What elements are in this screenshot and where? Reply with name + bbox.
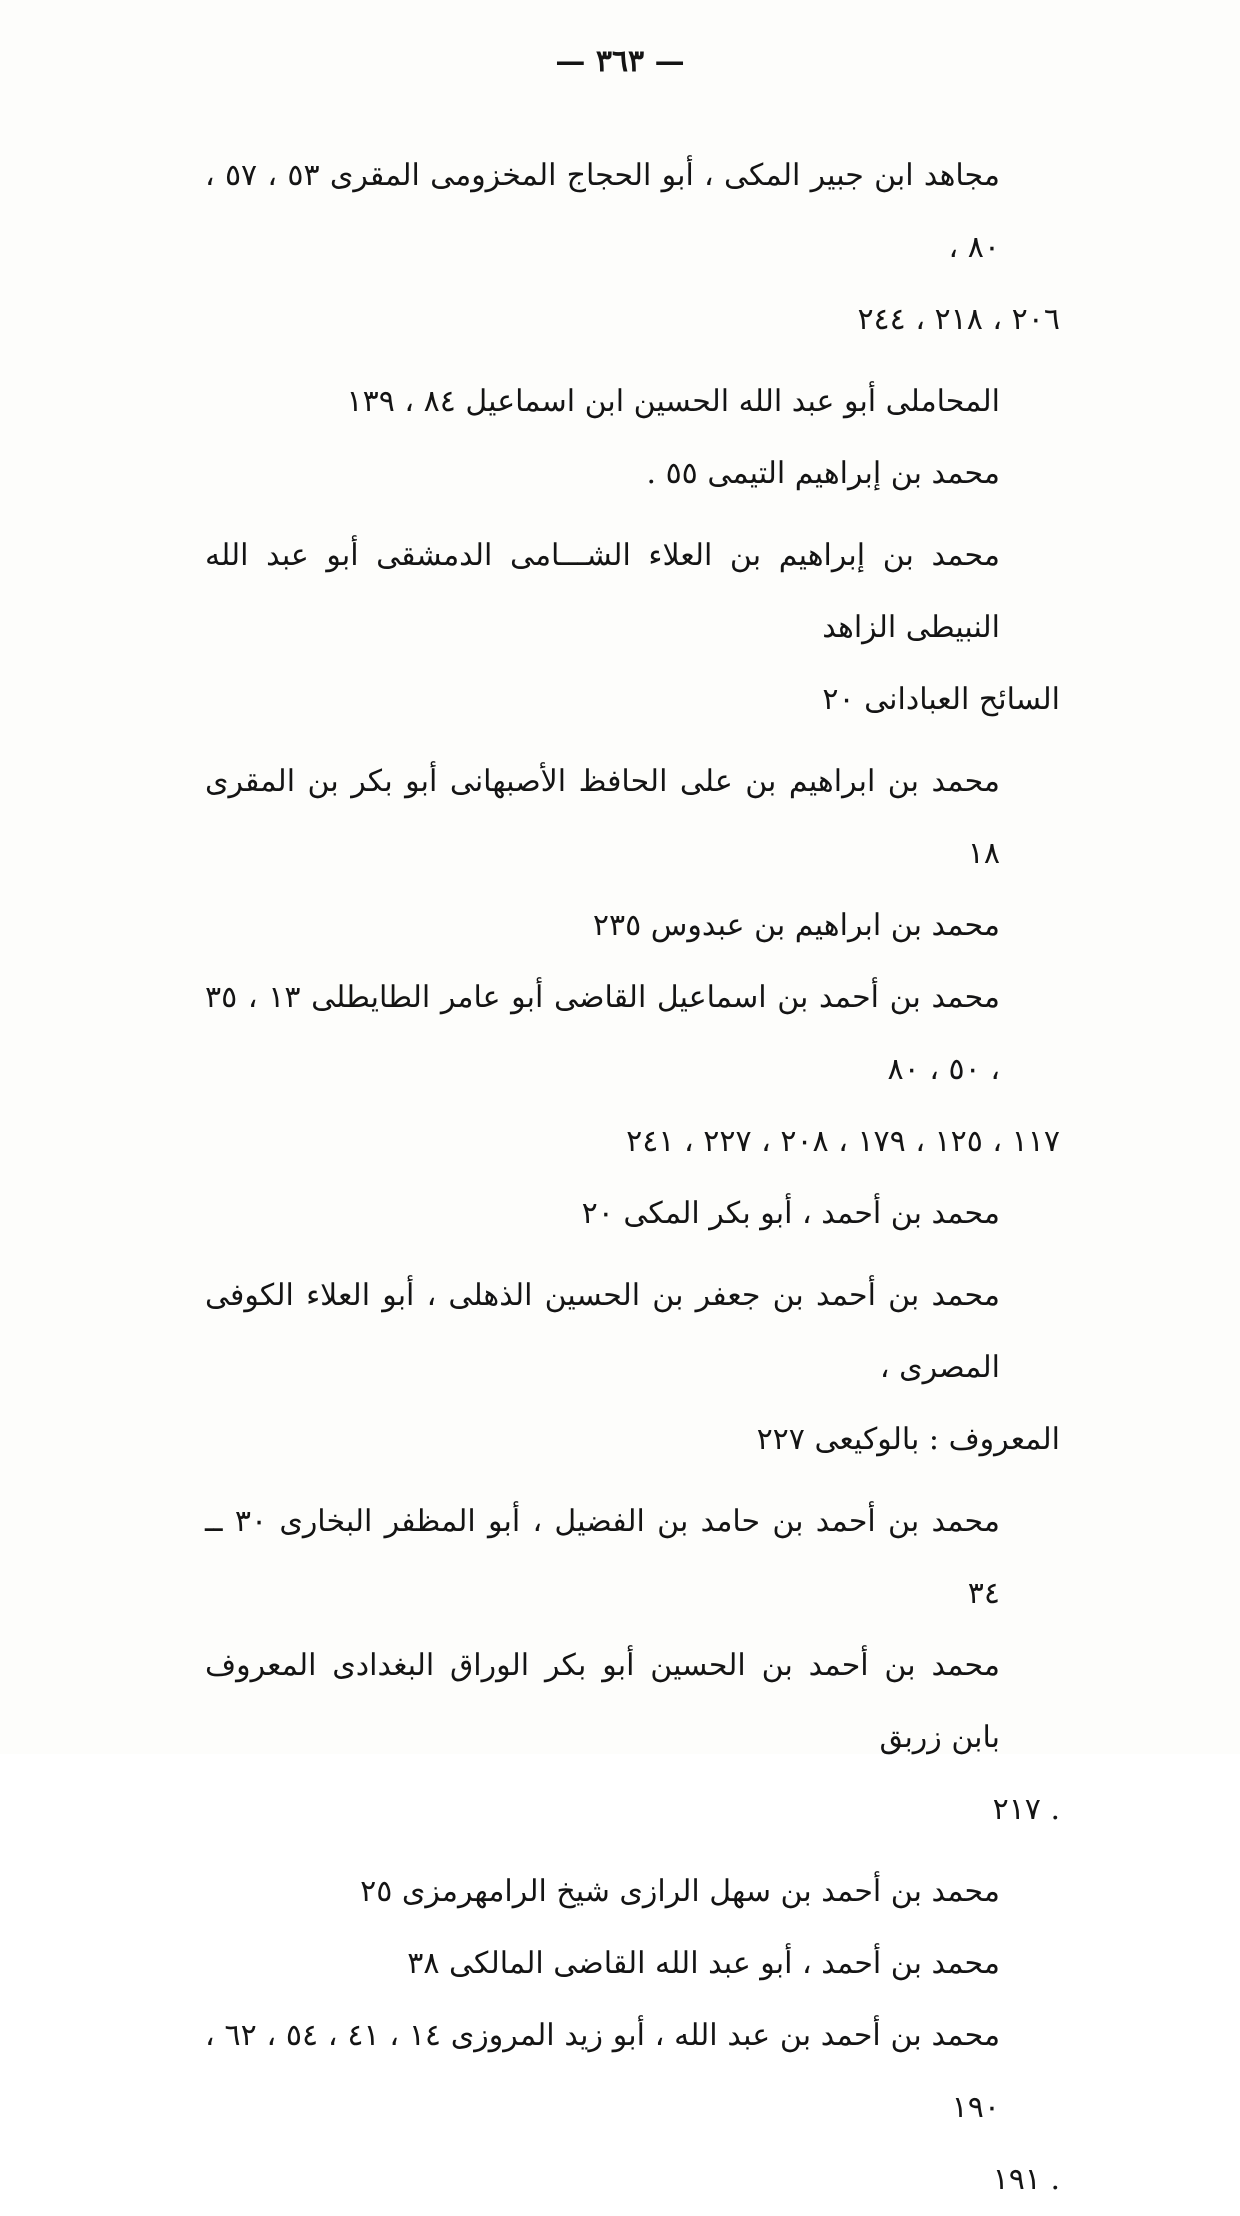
index-entry — [205, 438, 1060, 510]
entry-continuation: المعروف : بالوكيعى ٢٢٧ — [756, 1422, 1060, 1457]
entry-continuation: . ١٩١ — [992, 2162, 1060, 2197]
index-entry — [205, 1486, 1060, 1630]
index-entry — [205, 1260, 1060, 1476]
index-entry — [205, 890, 1060, 962]
index-entry — [205, 962, 1060, 1178]
entry-line: محمد بن أحمد بن حامد بن الفضيل ، أبو المظفر البخارى ٣٠ ــ ٣٤ — [205, 1504, 1000, 1611]
entry-continuation: . ٢١٧ — [992, 1792, 1060, 1827]
entry-line: المحاملى أبو عبد الله الحسين ابن اسماعيل ٨٤ ، ١٣٩ — [346, 384, 1000, 419]
entry-line: محمد بن أحمد بن جعفر بن الحسين الذهلى ، أبو العلاء الكوفى المصرى ، — [205, 1278, 1000, 1385]
entry-line: محمد بن أحمد بن اسماعيل القاضى أبو عامر الطايطلى ١٣ ، ٣٥ ، ٥٠ ، ٨٠ — [205, 980, 1000, 1087]
index-entries — [205, 140, 1060, 2216]
entry-continuation: السائح العبادانى ٢٠ — [822, 682, 1060, 717]
index-entry — [205, 140, 1060, 356]
index-entry — [205, 1856, 1060, 1928]
index-entry — [205, 1928, 1060, 2000]
entry-line: محمد بن أحمد ، أبو بكر المكى ٢٠ — [581, 1196, 1000, 1231]
entry-line: محمد بن إبراهيم التيمى ٥٥ . — [646, 456, 1000, 491]
entry-line: مجاهد ابن جبير المكى ، أبو الحجاج المخزومى المقرى ٥٣ ، ٥٧ ، ٨٠ ، — [205, 158, 1000, 265]
entry-line: محمد بن أحمد بن سهل الرازى شيخ الرامهرمزى ٢٥ — [360, 1874, 1000, 1909]
entry-continuation: ٢٠٦ ، ٢١٨ ، ٢٤٤ — [857, 302, 1060, 337]
entry-line: محمد بن أحمد ، أبو عبد الله القاضى المالكى ٣٨ — [407, 1946, 1000, 1981]
index-entry — [205, 366, 1060, 438]
entry-line: محمد بن ابراهيم بن على الحافظ الأصبهانى أبو بكر بن المقرى ١٨ — [205, 764, 1000, 871]
entry-continuation: ١١٧ ، ١٢٥ ، ١٧٩ ، ٢٠٨ ، ٢٢٧ ، ٢٤١ — [626, 1124, 1060, 1159]
entry-line: محمد بن أحمد بن الحسين أبو بكر الوراق البغدادى المعروف بابن زربق — [205, 1648, 1000, 1755]
entry-line: محمد بن ابراهيم بن عبدوس ٢٣٥ — [592, 908, 1000, 943]
entry-line: محمد بن إبراهيم بن العلاء الشـــامى الدمشقى أبو عبد الله النبيطى الزاهد — [205, 538, 1000, 645]
index-entry — [205, 1178, 1060, 1250]
index-entry — [205, 2000, 1060, 2216]
index-entry — [205, 746, 1060, 890]
index-entry — [205, 520, 1060, 736]
index-entry — [205, 1630, 1060, 1846]
entry-line: محمد بن أحمد بن عبد الله ، أبو زيد المروزى ١٤ ، ٤١ ، ٥٤ ، ٦٢ ، ١٩٠ — [205, 2018, 1001, 2125]
page-number: — ٣٦٣ — — [555, 44, 685, 79]
